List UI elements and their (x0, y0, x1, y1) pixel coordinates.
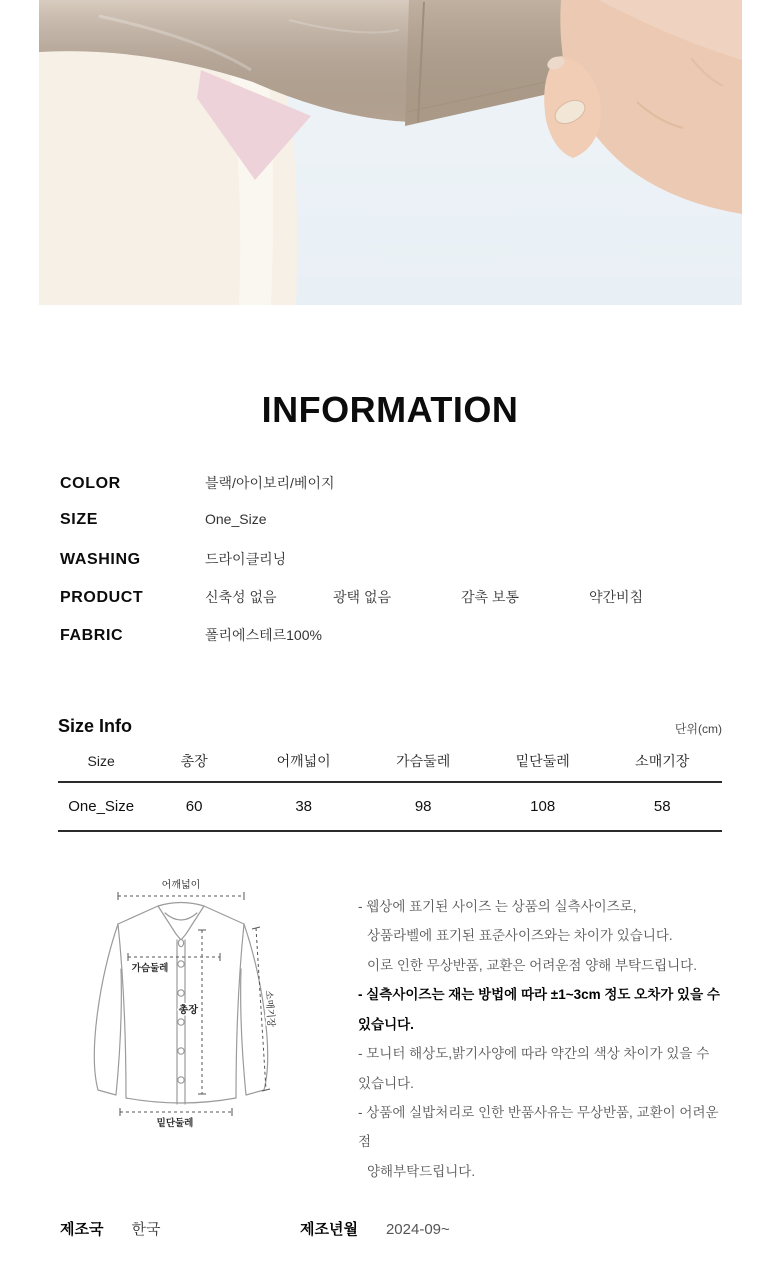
note-line: 이로 인한 무상반품, 교환은 어려운점 양해 부탁드립니다. (367, 957, 697, 973)
label-shoulder-width: 어깨넓이 (161, 880, 201, 891)
info-row-value: 폴리에스테르100% (205, 627, 322, 643)
info-row-label: FABRIC (60, 627, 124, 644)
measure-ticks (118, 892, 270, 1116)
size-unit-label: 단위(cm) (674, 722, 722, 736)
note-line: 양해부탁드립니다. (367, 1163, 476, 1179)
notes-list (358, 892, 720, 1186)
manufacturer-country (60, 1218, 300, 1239)
manufacture-date (300, 1218, 450, 1239)
date-label: 제조년월 (300, 1221, 358, 1239)
info-row-value: 약간비침 (589, 589, 644, 605)
info-row (60, 587, 720, 608)
info-row (60, 625, 720, 646)
info-row-value: 신축성 없음 (205, 589, 277, 605)
note-line: 상품라벨에 표기된 표준사이즈와는 차이가 있습니다. (367, 928, 673, 944)
info-row-values (205, 511, 333, 527)
information-title: INFORMATION (261, 389, 519, 430)
country-value: 한국 (131, 1221, 161, 1239)
info-row-values (205, 625, 333, 645)
label-chest: 가슴둘레 (131, 963, 169, 974)
info-row (60, 549, 720, 570)
size-table-cell: 60 (144, 782, 244, 831)
info-row-label: COLOR (60, 475, 121, 492)
size-table-cell: One_Size (58, 782, 144, 831)
size-table (58, 745, 722, 832)
size-info-section (0, 716, 780, 832)
info-row-label: SIZE (60, 511, 98, 528)
note-line: - 모니터 해상도,밝기사양에 따라 약간의 색상 차이가 있을 수 있습니다. (358, 1046, 710, 1091)
size-table-column-header: 소매기장 (602, 745, 722, 782)
manufacturer-section (0, 1218, 780, 1239)
info-row-values (205, 473, 339, 493)
note-line: - 상품에 실밥처리로 인한 반품사유는 무상반품, 교환이 어려운 점 (358, 1104, 719, 1150)
size-table-cell: 98 (363, 782, 483, 831)
info-row (60, 511, 720, 532)
info-row-value: 감촉 보통 (461, 589, 519, 605)
size-table-row (58, 782, 722, 831)
product-photo (39, 0, 742, 305)
size-table-column-header: 가슴둘레 (363, 745, 483, 782)
info-row-values (205, 549, 333, 569)
shirt-outline (94, 903, 267, 1105)
size-table-cell: 108 (483, 782, 603, 831)
shirt-diagram-wrap (70, 872, 342, 1186)
country-label: 제조국 (60, 1221, 104, 1239)
size-table-cell: 38 (244, 782, 364, 831)
note-line: - 실측사이즈는 재는 방법에 따라 ±1~3cm 정도 오차가 있을 수 있습니다. (358, 987, 720, 1032)
label-length: 총장 (178, 1005, 198, 1016)
info-row-value: 드라이클리닝 (205, 551, 287, 567)
date-value: 2024-09~ (385, 1221, 450, 1239)
size-table-cell: 58 (602, 782, 722, 831)
label-sleeve: 소매기장 (262, 990, 277, 1028)
size-table-header-row (58, 745, 722, 782)
product-photo-illustration (39, 0, 742, 305)
size-table-column-header: 밑단둘레 (483, 745, 603, 782)
info-row (60, 473, 720, 494)
size-table-column-header: 총장 (144, 745, 244, 782)
size-info-header (58, 716, 722, 737)
label-hem: 밑단둘레 (156, 1118, 194, 1129)
info-row-value: 블랙/아이보리/베이지 (205, 475, 335, 491)
measurement-section (0, 872, 780, 1186)
size-table-column-header: Size (58, 745, 144, 782)
size-info-title: Size Info (58, 716, 133, 736)
shirt-diagram (70, 872, 328, 1142)
information-section (0, 473, 780, 646)
size-table-column-header: 어깨넓이 (244, 745, 364, 782)
info-row-label: PRODUCT (60, 589, 144, 606)
info-row-value: One_Size (205, 511, 267, 527)
info-row-values (205, 587, 717, 607)
info-row-value: 광택 없음 (333, 589, 391, 605)
info-row-label: WASHING (60, 551, 141, 568)
note-line: - 웹상에 표기된 사이즈 는 상품의 실측사이즈로, (358, 899, 637, 914)
